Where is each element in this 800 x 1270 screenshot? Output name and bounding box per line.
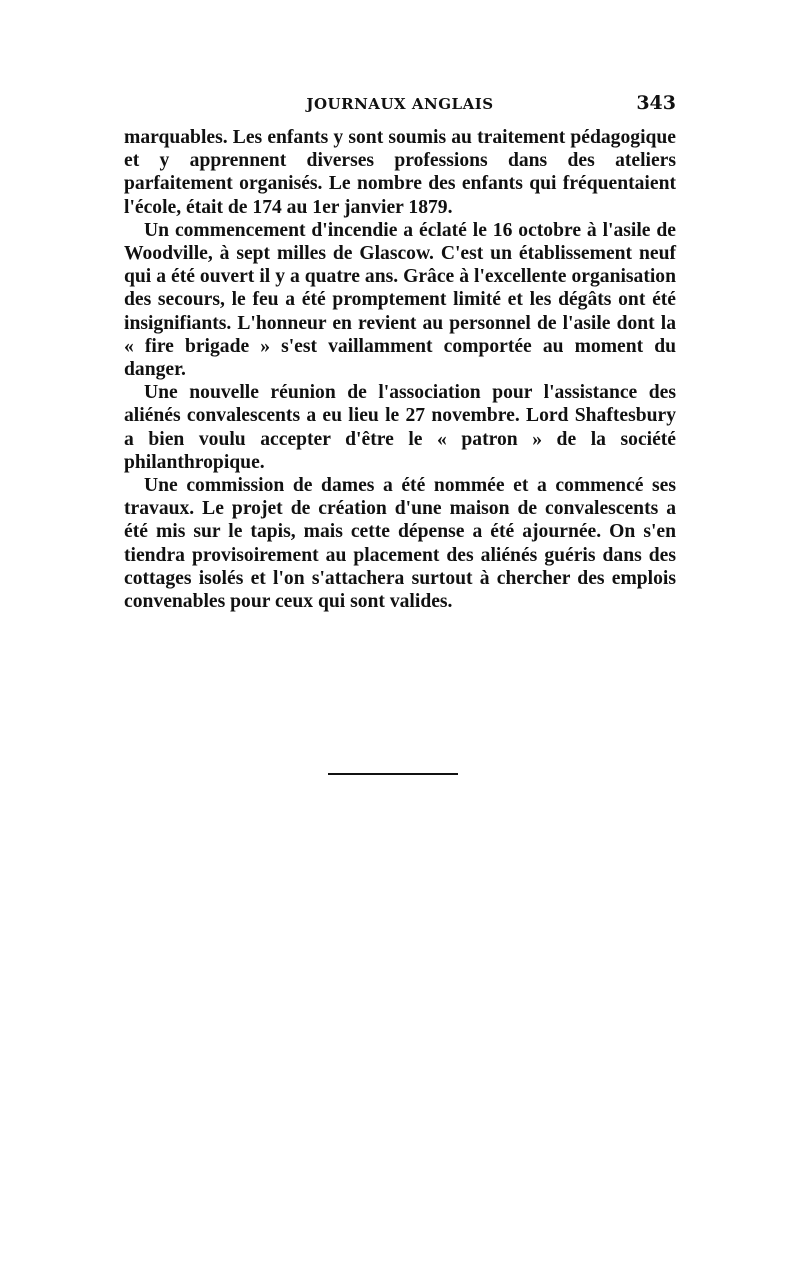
running-title: JOURNAUX ANGLAIS (306, 95, 494, 113)
running-head (124, 92, 676, 116)
paragraph-continuation: marquables. Les enfants y sont soumis au traitement pédagogique et y apprennent diverses professions dans des ateliers parfaitement organisés. Le nombre des enfants qui fréquentaient l'école, était de 174 au 1er janvier 1879. (124, 127, 676, 218)
section-end-rule (328, 773, 458, 775)
paragraph-ladies-commission: Une commission de dames a été nommée et a commencé ses travaux. Le projet de création d'une maison de convalescents a été mis sur le tapis, mais cette dépense a été ajournée. On s'en tiendra provisoirement au placement des aliénés guéris dans des cottages isolés et l'on s'attachera surtout à chercher des emplois convenables pour ceux qui sont valides. (124, 475, 676, 613)
page-number: 343 (636, 92, 676, 114)
paragraph-association-meeting: Une nouvelle réunion de l'association pour l'assistance des aliénés convalescents a eu lieu le 27 novembre. Lord Shaftesbury a bien voulu accepter d'être le « patron » de la société philanthropique. (124, 382, 676, 473)
paragraph-fire-woodville: Un commencement d'incendie a éclaté le 16 octobre à l'asile de Woodville, à sept milles de Glascow. C'est un établissement neuf qui a été ouvert il y a quatre ans. Grâce à l'excellente organisation des secours, le feu a été promptement limité et les dégâts ont été insignifiants. L'honneur en revient au personnel de l'asile dont la « fire brigade » s'est vaillamment comportée au moment du danger. (124, 219, 676, 381)
body-text (124, 126, 676, 613)
